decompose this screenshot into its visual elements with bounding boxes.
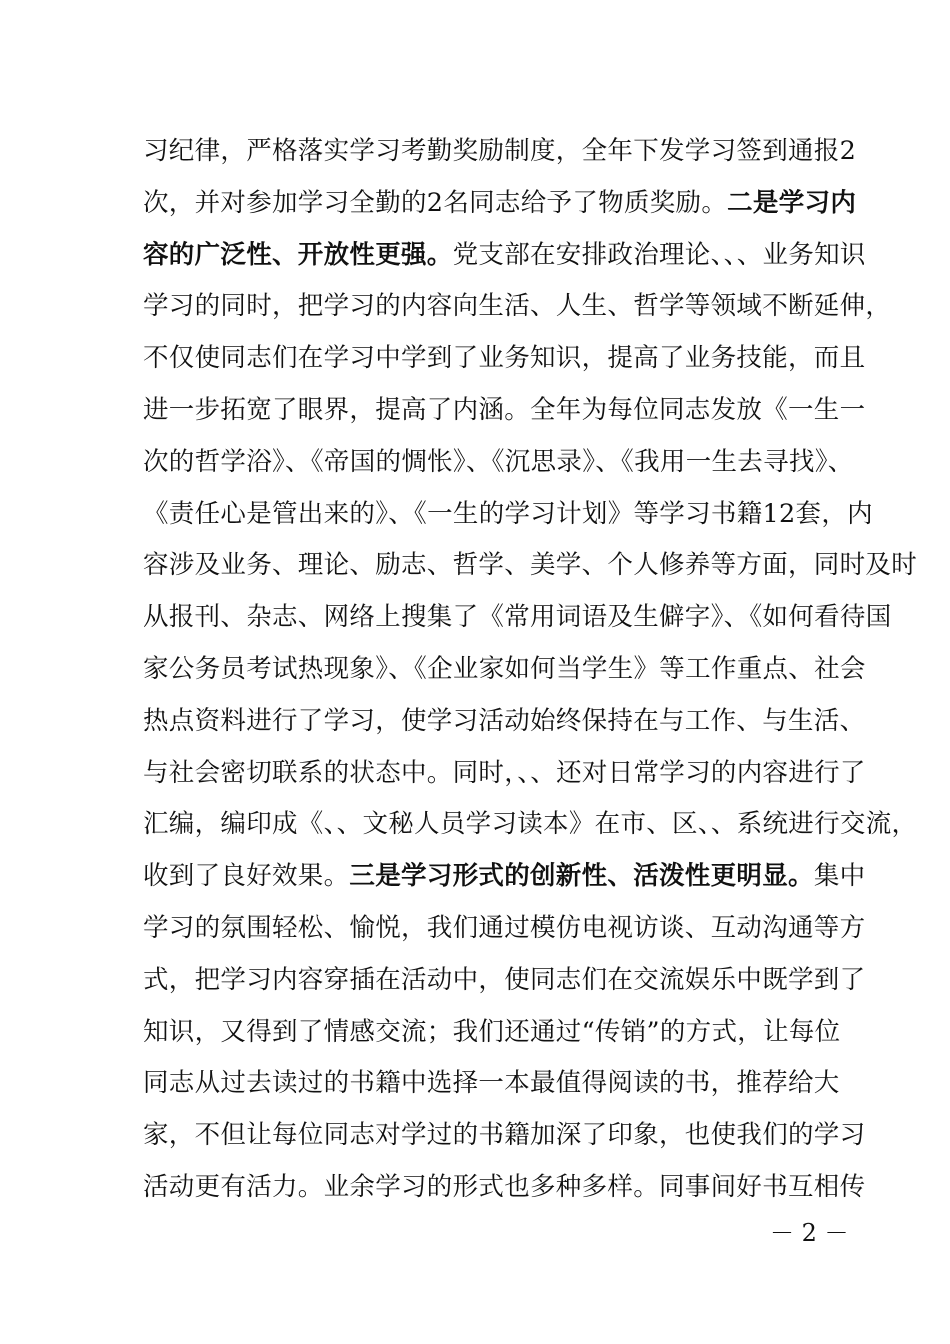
text-line-4 [143,281,892,333]
document-body [143,126,918,1214]
text-run: 汇编，编印成《、、文秘人员学习读本》在市、区、、系统进行交流， [143,809,918,840]
text-line-13 [143,748,866,800]
text-line-11 [143,644,866,696]
text-line-21 [143,1162,866,1214]
page-number: － 2 － [770,1219,849,1247]
text-run: 式，把学习内容穿插在活动中，使同志们在交流娱乐中既学到了 [143,964,866,995]
text-line-7 [143,437,854,489]
text-line-18 [143,1007,851,1059]
text-run: 党支部在安排政治理论、、、业务知识 [452,239,866,270]
text-line-15 [143,851,866,903]
section-heading-two: 二是学习内 [727,187,857,218]
text-run: 活动更有活力。业余学习的形式也多种多样。同事间好书互相传 [143,1171,866,1202]
text-line-8 [143,489,873,541]
text-line-12 [143,696,866,748]
text-run: 与社会密切联系的状态中。同时，、、还对日常学习的内容进行了 [143,757,866,788]
text-line-16 [143,903,866,955]
text-run: 集中 [813,861,866,892]
text-run: 容涉及业务、理论、励志、哲学、美学、个人修养等方面，同时及时 [143,550,918,581]
text-run: 家公务员考试热现象》、《企业家如何当学生》等工作重点、社会 [143,653,866,684]
text-run: 不仅使同志们在学习中学到了业务知识，提高了业务技能，而且 [143,343,866,374]
text-run: 家，不但让每位同志对学过的书籍加深了印象，也使我们的学习 [143,1120,866,1151]
text-line-20 [143,1110,866,1162]
text-line-17 [143,955,866,1007]
text-run: 从报刊、杂志、网络上搜集了《常用词语及生僻字》、《如何看待国 [143,602,892,633]
text-line-10 [143,592,892,644]
text-run: 次，并对参加学习全勤的2名同志给予了物质奖励。 [143,187,728,218]
section-heading-two-cont: 容的广泛性、开放性更强。 [143,239,453,270]
text-run: 《责任心是管出来的》、《一生的学习计划》等学习书籍12套，内 [143,498,873,529]
text-line-6 [143,385,866,437]
text-run: 次的哲学浴》、《帝国的惆怅》、《沉思录》、《我用一生去寻找》、 [143,446,854,477]
text-line-2 [143,178,857,230]
text-run: 热点资料进行了学习，使学习活动始终保持在与工作、与生活、 [143,705,866,736]
text-run: 收到了良好效果。 [143,861,350,892]
text-run: 进一步拓宽了眼界，提高了内涵。全年为每位同志发放《一生一 [143,394,866,425]
text-line-9 [143,540,918,592]
text-run: 知识，又得到了情感交流；我们还通过“传销”的方式，让每位 [143,1016,841,1047]
text-line-5 [143,333,866,385]
text-run: 习纪律，严格落实学习考勤奖励制度，全年下发学习签到通报2 [143,136,857,166]
section-heading-three: 三是学习形式的创新性、活泼性更明显。 [349,861,814,892]
text-line-19 [143,1058,851,1110]
text-line-14 [143,799,918,851]
text-line-1 [143,126,857,178]
text-run: 学习的同时，把学习的内容向生活、人生、哲学等领域不断延伸， [143,291,892,322]
text-run: 学习的氛围轻松、愉悦，我们通过模仿电视访谈、互动沟通等方 [143,912,866,943]
text-run: 同志从过去读过的书籍中选择一本最值得阅读的书，推荐给大 [143,1068,840,1099]
text-line-3 [143,230,866,282]
